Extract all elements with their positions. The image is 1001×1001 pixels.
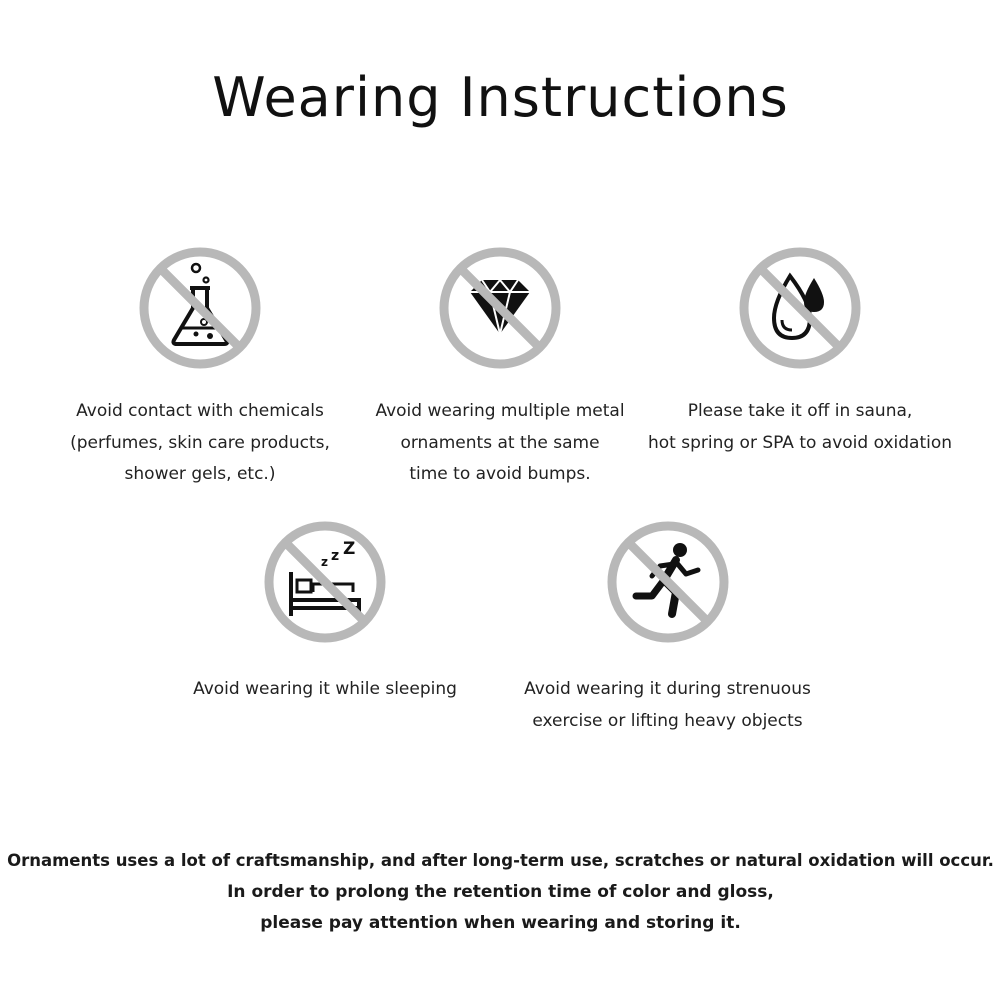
svg-text:z: z <box>321 555 328 569</box>
caption-line: exercise or lifting heavy objects <box>532 710 803 731</box>
caption-line: Avoid wearing multiple metal <box>375 401 625 421</box>
caption-line: Avoid wearing it during strenuous <box>524 679 811 699</box>
water-drop-icon <box>738 246 862 370</box>
caption-line: time to avoid bumps. <box>409 464 591 484</box>
care-note-line: please pay attention when wearing and storing it. <box>260 913 741 933</box>
instruction-sleeping <box>175 520 475 706</box>
svg-text:Z: Z <box>343 539 356 559</box>
care-note-line: Ornaments uses a lot of craftsmanship, and after long-term use, scratches or natural oxidation will occur. <box>7 851 994 870</box>
instruction-multiple-metal <box>350 246 650 491</box>
caption-line: shower gels, etc.) <box>124 464 276 484</box>
care-note-line: In order to prolong the retention time of color and gloss, <box>227 881 774 902</box>
caption-line: Avoid contact with chemicals <box>76 401 324 421</box>
diamond-icon <box>438 246 562 370</box>
care-note <box>0 845 1001 940</box>
svg-text:z: z <box>331 548 340 564</box>
instruction-chemicals <box>50 246 350 491</box>
caption-line: Avoid wearing it while sleeping <box>193 679 457 699</box>
caption-line: hot spring or SPA to avoid oxidation <box>647 432 953 453</box>
caption-line: Please take it off in sauna, <box>687 401 913 421</box>
caption-line: (perfumes, skin care products, <box>70 432 330 453</box>
instruction-exercise <box>505 520 830 737</box>
running-person-icon <box>606 520 730 644</box>
page-title: Wearing Instructions <box>212 66 789 129</box>
sleeping-bed-icon <box>263 520 387 644</box>
chemicals-flask-icon <box>138 246 262 370</box>
caption-line: ornaments at the same <box>400 432 600 453</box>
instruction-sauna <box>640 246 960 459</box>
